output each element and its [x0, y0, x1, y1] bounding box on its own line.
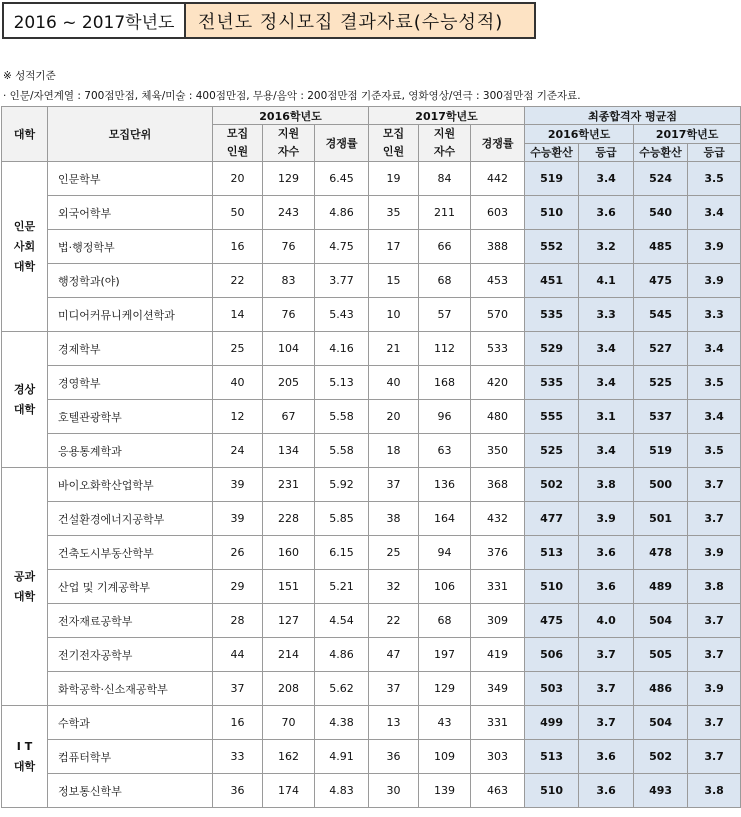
- quota-2017: 15: [369, 264, 419, 298]
- quota-2016: 12: [213, 400, 263, 434]
- header-final-2016: 2016학년도: [525, 125, 634, 144]
- ratio-2016: 5.21: [315, 570, 369, 604]
- quota-2016: 16: [213, 706, 263, 740]
- college-name: I T 대학: [2, 706, 48, 808]
- quota-2017: 38: [369, 502, 419, 536]
- notes: [3, 66, 581, 106]
- unit-name: 인문학부: [48, 162, 213, 196]
- unit-name: 컴퓨터학부: [48, 740, 213, 774]
- final-grade-2017: 3.7: [688, 468, 741, 502]
- table-row: [2, 196, 741, 230]
- applicants-2016: 162: [263, 740, 315, 774]
- final-score-2017: 504: [634, 604, 688, 638]
- quota-2017: 19: [369, 162, 419, 196]
- quota-2017: 13: [369, 706, 419, 740]
- final-score-2016: 475: [525, 604, 579, 638]
- unit-name: 수학과: [48, 706, 213, 740]
- final-score-2017: 504: [634, 706, 688, 740]
- unit-name: 화학공학·신소재공학부: [48, 672, 213, 706]
- final-grade-2017: 3.5: [688, 162, 741, 196]
- ratio-2017: 388: [471, 230, 525, 264]
- quota-2017: 37: [369, 672, 419, 706]
- applicants-2016: 160: [263, 536, 315, 570]
- unit-name: 산업 및 기계공학부: [48, 570, 213, 604]
- ratio-2016: 6.45: [315, 162, 369, 196]
- applicants-2017: 129: [419, 672, 471, 706]
- ratio-2016: 4.54: [315, 604, 369, 638]
- final-grade-2017: 3.7: [688, 502, 741, 536]
- header-ratio-2017: 경쟁률: [471, 125, 525, 162]
- applicants-2017: 96: [419, 400, 471, 434]
- ratio-2017: 368: [471, 468, 525, 502]
- final-score-2017: 527: [634, 332, 688, 366]
- applicants-2016: 205: [263, 366, 315, 400]
- final-grade-2016: 3.3: [579, 298, 634, 332]
- final-score-2016: 506: [525, 638, 579, 672]
- applicants-2016: 76: [263, 298, 315, 332]
- final-score-2016: 555: [525, 400, 579, 434]
- quota-2017: 40: [369, 366, 419, 400]
- unit-name: 정보통신학부: [48, 774, 213, 808]
- quota-2017: 10: [369, 298, 419, 332]
- ratio-2016: 5.58: [315, 400, 369, 434]
- table-row: [2, 332, 741, 366]
- unit-name: 건축도시부동산학부: [48, 536, 213, 570]
- final-score-2017: 493: [634, 774, 688, 808]
- final-grade-2016: 3.6: [579, 536, 634, 570]
- final-grade-2016: 3.4: [579, 332, 634, 366]
- unit-name: 외국어학부: [48, 196, 213, 230]
- final-grade-2017: 3.9: [688, 264, 741, 298]
- applicants-2017: 112: [419, 332, 471, 366]
- unit-name: 미디어커뮤니케이션학과: [48, 298, 213, 332]
- final-score-2016: 529: [525, 332, 579, 366]
- applicants-2016: 134: [263, 434, 315, 468]
- final-score-2016: 510: [525, 196, 579, 230]
- table-row: [2, 570, 741, 604]
- header-quota-2017: 모집 인원: [369, 125, 419, 162]
- final-grade-2016: 3.7: [579, 638, 634, 672]
- quota-2017: 47: [369, 638, 419, 672]
- final-grade-2016: 3.4: [579, 434, 634, 468]
- quota-2017: 25: [369, 536, 419, 570]
- quota-2016: 20: [213, 162, 263, 196]
- ratio-2016: 4.86: [315, 196, 369, 230]
- notes-heading: ※ 성적기준: [3, 70, 56, 82]
- quota-2016: 39: [213, 502, 263, 536]
- final-score-2017: 505: [634, 638, 688, 672]
- header-year-2017: 2017학년도: [369, 107, 525, 125]
- applicants-2016: 76: [263, 230, 315, 264]
- final-grade-2017: 3.9: [688, 536, 741, 570]
- quota-2017: 20: [369, 400, 419, 434]
- document-subtitle: 전년도 정시모집 결과자료(수능성적): [184, 2, 536, 39]
- unit-name: 호텔관광학부: [48, 400, 213, 434]
- quota-2017: 36: [369, 740, 419, 774]
- ratio-2017: 331: [471, 706, 525, 740]
- quota-2016: 37: [213, 672, 263, 706]
- final-grade-2017: 3.7: [688, 740, 741, 774]
- college-name: 인문 사회 대학: [2, 162, 48, 332]
- ratio-2017: 603: [471, 196, 525, 230]
- final-grade-2017: 3.3: [688, 298, 741, 332]
- ratio-2017: 303: [471, 740, 525, 774]
- applicants-2017: 68: [419, 604, 471, 638]
- final-grade-2016: 3.9: [579, 502, 634, 536]
- final-score-2017: 537: [634, 400, 688, 434]
- final-score-2016: 510: [525, 570, 579, 604]
- final-grade-2017: 3.5: [688, 366, 741, 400]
- year-range-title: 2016 ~ 2017학년도: [2, 2, 184, 39]
- table-row: [2, 298, 741, 332]
- final-score-2017: 500: [634, 468, 688, 502]
- final-grade-2016: 3.6: [579, 196, 634, 230]
- final-grade-2016: 3.1: [579, 400, 634, 434]
- unit-name: 응용통계학과: [48, 434, 213, 468]
- quota-2016: 29: [213, 570, 263, 604]
- final-score-2016: 519: [525, 162, 579, 196]
- ratio-2016: 4.16: [315, 332, 369, 366]
- final-score-2016: 499: [525, 706, 579, 740]
- ratio-2017: 349: [471, 672, 525, 706]
- quota-2016: 33: [213, 740, 263, 774]
- quota-2016: 25: [213, 332, 263, 366]
- ratio-2017: 442: [471, 162, 525, 196]
- unit-name: 바이오화학산업학부: [48, 468, 213, 502]
- header-final-average: 최종합격자 평균점: [525, 107, 741, 125]
- unit-name: 전자재료공학부: [48, 604, 213, 638]
- ratio-2017: 453: [471, 264, 525, 298]
- applicants-2016: 243: [263, 196, 315, 230]
- final-grade-2017: 3.7: [688, 638, 741, 672]
- final-grade-2016: 3.4: [579, 162, 634, 196]
- ratio-2016: 4.91: [315, 740, 369, 774]
- quota-2016: 36: [213, 774, 263, 808]
- final-grade-2016: 3.2: [579, 230, 634, 264]
- ratio-2016: 5.62: [315, 672, 369, 706]
- ratio-2017: 570: [471, 298, 525, 332]
- applicants-2016: 83: [263, 264, 315, 298]
- final-score-2017: 501: [634, 502, 688, 536]
- applicants-2017: 197: [419, 638, 471, 672]
- final-score-2016: 525: [525, 434, 579, 468]
- applicants-2017: 57: [419, 298, 471, 332]
- final-score-2016: 451: [525, 264, 579, 298]
- applicants-2017: 139: [419, 774, 471, 808]
- quota-2016: 26: [213, 536, 263, 570]
- final-score-2017: 486: [634, 672, 688, 706]
- final-score-2016: 535: [525, 298, 579, 332]
- final-score-2017: 545: [634, 298, 688, 332]
- table-row: [2, 264, 741, 298]
- ratio-2017: 376: [471, 536, 525, 570]
- table-row: [2, 774, 741, 808]
- ratio-2016: 5.85: [315, 502, 369, 536]
- results-table: [1, 106, 741, 808]
- ratio-2016: 4.83: [315, 774, 369, 808]
- applicants-2016: 151: [263, 570, 315, 604]
- quota-2016: 22: [213, 264, 263, 298]
- applicants-2017: 109: [419, 740, 471, 774]
- table-body: [2, 162, 741, 808]
- applicants-2017: 136: [419, 468, 471, 502]
- header-grade-2017: 등급: [688, 143, 741, 162]
- ratio-2016: 5.13: [315, 366, 369, 400]
- final-grade-2017: 3.8: [688, 774, 741, 808]
- ratio-2016: 4.86: [315, 638, 369, 672]
- header-grade-2016: 등급: [579, 143, 634, 162]
- table-row: [2, 162, 741, 196]
- applicants-2016: 70: [263, 706, 315, 740]
- final-score-2017: 502: [634, 740, 688, 774]
- applicants-2016: 67: [263, 400, 315, 434]
- quota-2016: 28: [213, 604, 263, 638]
- header-college: 대학: [2, 107, 48, 162]
- table-header: [2, 107, 741, 162]
- table-row: [2, 604, 741, 638]
- quota-2016: 39: [213, 468, 263, 502]
- quota-2017: 22: [369, 604, 419, 638]
- quota-2016: 24: [213, 434, 263, 468]
- final-grade-2016: 3.6: [579, 740, 634, 774]
- quota-2017: 17: [369, 230, 419, 264]
- ratio-2016: 4.75: [315, 230, 369, 264]
- table-row: [2, 502, 741, 536]
- unit-name: 전기전자공학부: [48, 638, 213, 672]
- ratio-2016: 3.77: [315, 264, 369, 298]
- final-grade-2017: 3.8: [688, 570, 741, 604]
- final-grade-2016: 4.1: [579, 264, 634, 298]
- quota-2016: 14: [213, 298, 263, 332]
- applicants-2017: 68: [419, 264, 471, 298]
- final-score-2016: 513: [525, 536, 579, 570]
- final-score-2017: 519: [634, 434, 688, 468]
- unit-name: 경제학부: [48, 332, 213, 366]
- table-row: [2, 672, 741, 706]
- quota-2017: 30: [369, 774, 419, 808]
- applicants-2016: 228: [263, 502, 315, 536]
- table-row: [2, 230, 741, 264]
- table-row: [2, 638, 741, 672]
- final-grade-2017: 3.5: [688, 434, 741, 468]
- applicants-2017: 43: [419, 706, 471, 740]
- ratio-2016: 4.38: [315, 706, 369, 740]
- ratio-2017: 533: [471, 332, 525, 366]
- quota-2017: 35: [369, 196, 419, 230]
- applicants-2017: 84: [419, 162, 471, 196]
- ratio-2016: 5.43: [315, 298, 369, 332]
- applicants-2017: 94: [419, 536, 471, 570]
- ratio-2017: 331: [471, 570, 525, 604]
- final-score-2017: 540: [634, 196, 688, 230]
- table-row: [2, 536, 741, 570]
- ratio-2017: 350: [471, 434, 525, 468]
- ratio-2016: 6.15: [315, 536, 369, 570]
- header-score-2017: 수능환산: [634, 143, 688, 162]
- ratio-2017: 420: [471, 366, 525, 400]
- header-unit: 모집단위: [48, 107, 213, 162]
- final-grade-2016: 3.6: [579, 570, 634, 604]
- college-name: 공과 대학: [2, 468, 48, 706]
- table-row: [2, 366, 741, 400]
- unit-name: 법·행정학부: [48, 230, 213, 264]
- final-grade-2016: 3.7: [579, 706, 634, 740]
- final-grade-2016: 3.4: [579, 366, 634, 400]
- table-row: [2, 400, 741, 434]
- final-score-2016: 510: [525, 774, 579, 808]
- final-score-2016: 552: [525, 230, 579, 264]
- applicants-2016: 174: [263, 774, 315, 808]
- final-grade-2017: 3.7: [688, 604, 741, 638]
- final-grade-2017: 3.4: [688, 332, 741, 366]
- ratio-2017: 463: [471, 774, 525, 808]
- final-grade-2017: 3.7: [688, 706, 741, 740]
- quota-2017: 32: [369, 570, 419, 604]
- applicants-2016: 104: [263, 332, 315, 366]
- applicants-2016: 129: [263, 162, 315, 196]
- final-grade-2017: 3.9: [688, 672, 741, 706]
- ratio-2016: 5.58: [315, 434, 369, 468]
- table-row: [2, 706, 741, 740]
- final-score-2016: 535: [525, 366, 579, 400]
- header-year-2016: 2016학년도: [213, 107, 369, 125]
- header-applicants-2017: 지원 자수: [419, 125, 471, 162]
- final-grade-2017: 3.4: [688, 196, 741, 230]
- header-score-2016: 수능환산: [525, 143, 579, 162]
- ratio-2016: 5.92: [315, 468, 369, 502]
- applicants-2017: 66: [419, 230, 471, 264]
- final-score-2017: 525: [634, 366, 688, 400]
- title-bar: [2, 2, 536, 39]
- header-final-2017: 2017학년도: [634, 125, 741, 144]
- quota-2016: 16: [213, 230, 263, 264]
- quota-2017: 18: [369, 434, 419, 468]
- final-score-2017: 475: [634, 264, 688, 298]
- applicants-2016: 208: [263, 672, 315, 706]
- final-score-2016: 477: [525, 502, 579, 536]
- unit-name: 경영학부: [48, 366, 213, 400]
- final-grade-2016: 3.8: [579, 468, 634, 502]
- final-grade-2017: 3.4: [688, 400, 741, 434]
- table-row: [2, 434, 741, 468]
- notes-criteria: · 인문/자연계열 : 700점만점, 체육/미술 : 400점만점, 무용/음악 : 200점만점 기준자료, 영화영상/연극 : 300점만점 기준자료.: [3, 90, 581, 102]
- college-name: 경상 대학: [2, 332, 48, 468]
- quota-2016: 44: [213, 638, 263, 672]
- final-score-2017: 478: [634, 536, 688, 570]
- final-score-2017: 489: [634, 570, 688, 604]
- final-grade-2016: 3.7: [579, 672, 634, 706]
- table-row: [2, 740, 741, 774]
- final-score-2016: 503: [525, 672, 579, 706]
- final-score-2016: 502: [525, 468, 579, 502]
- quota-2017: 21: [369, 332, 419, 366]
- final-score-2016: 513: [525, 740, 579, 774]
- applicants-2017: 106: [419, 570, 471, 604]
- header-ratio-2016: 경쟁률: [315, 125, 369, 162]
- applicants-2017: 164: [419, 502, 471, 536]
- final-grade-2017: 3.9: [688, 230, 741, 264]
- applicants-2017: 168: [419, 366, 471, 400]
- header-quota-2016: 모집 인원: [213, 125, 263, 162]
- quota-2016: 40: [213, 366, 263, 400]
- ratio-2017: 309: [471, 604, 525, 638]
- final-grade-2016: 4.0: [579, 604, 634, 638]
- quota-2017: 37: [369, 468, 419, 502]
- header-applicants-2016: 지원 자수: [263, 125, 315, 162]
- ratio-2017: 480: [471, 400, 525, 434]
- applicants-2016: 231: [263, 468, 315, 502]
- applicants-2016: 214: [263, 638, 315, 672]
- applicants-2017: 63: [419, 434, 471, 468]
- unit-name: 행정학과(야): [48, 264, 213, 298]
- quota-2016: 50: [213, 196, 263, 230]
- final-score-2017: 485: [634, 230, 688, 264]
- table-row: [2, 468, 741, 502]
- unit-name: 건설환경에너지공학부: [48, 502, 213, 536]
- applicants-2016: 127: [263, 604, 315, 638]
- ratio-2017: 432: [471, 502, 525, 536]
- ratio-2017: 419: [471, 638, 525, 672]
- final-score-2017: 524: [634, 162, 688, 196]
- applicants-2017: 211: [419, 196, 471, 230]
- final-grade-2016: 3.6: [579, 774, 634, 808]
